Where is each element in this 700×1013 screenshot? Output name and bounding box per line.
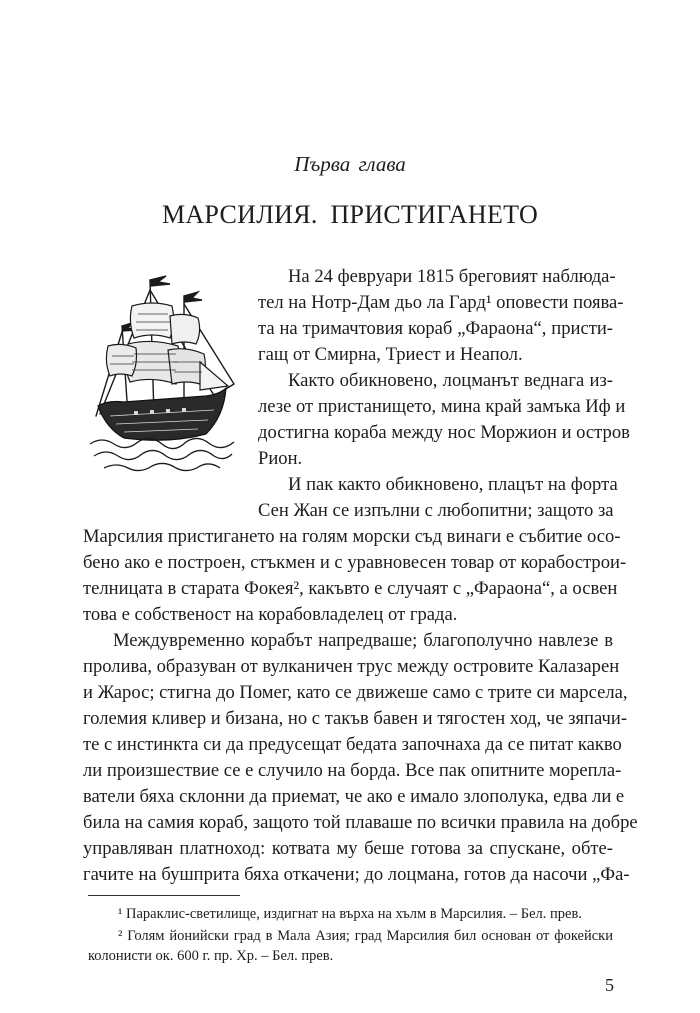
footnote-2: ² Голям йонийски град в Мала Азия; град Марсилия бил основан от фокейски <box>118 928 613 944</box>
text-line: И пак както обикновено, плацът на форта <box>288 474 618 495</box>
text-line: големия кливер и бизана, но с такъв бавен и тягостен ход, че зяпачи- <box>83 708 628 729</box>
text-line: управляван платноход: котвата му беше готова за спускане, обте- <box>83 838 613 859</box>
text-line: Междувременно корабът напредваше; благополучно навлезе в <box>113 630 613 651</box>
text-line: Сен Жан се изпълни с любопитни; защото за <box>258 500 614 521</box>
text-line: ли произшествие се е случило на борда. Все пак опитните морепла- <box>83 760 622 781</box>
text-line: Марсилия пристигането на голям морски съд винаги е събитие осо- <box>83 526 621 547</box>
footnote-2-continued: колонисти ок. 600 г. пр. Хр. – Бел. прев. <box>88 948 334 964</box>
page-number: 5 <box>605 975 614 995</box>
chapter-title: МАРСИЛИЯ. ПРИСТИГАНЕТО <box>161 200 539 229</box>
text-line: Рион. <box>258 448 303 469</box>
footnote-divider <box>88 895 240 896</box>
text-line: та на тримачтовия кораб „Фараона“, присти- <box>258 318 613 339</box>
text-line: била на самия кораб, защото той плаваше по всички правила на добре <box>83 812 638 833</box>
text-line: пролива, образуван от вулканичен трус между островите Калазарен <box>83 656 620 677</box>
text-line: тел на Нотр-Дам дьо ла Гард¹ оповести поява- <box>258 292 624 313</box>
footnote-1: ¹ Параклис-светилище, издигнат на върха на хълм в Марсилия. – Бел. прев. <box>118 906 582 922</box>
text-line: Както обикновено, лоцманът веднага из- <box>288 370 613 391</box>
text-line: телницата в старата Фокея², какъвто е случаят с „Фараона“, а освен <box>83 578 618 599</box>
text-line: това е собственост на корабовладелец от града. <box>83 604 458 625</box>
chapter-label: Първа глава <box>294 152 406 176</box>
text-line: достигна кораба между нос Моржион и остров <box>258 422 630 443</box>
text-line: ватели бяха склонни да приемат, че ако е имало злополука, едва ли е <box>83 786 625 807</box>
text-line: гачите на бушприта бяха откачени; до лоцмана, готов да насочи „Фа- <box>83 864 630 885</box>
text-line: гащ от Смирна, Триест и Неапол. <box>258 344 523 365</box>
sailing-ship-engraving-icon <box>88 266 236 476</box>
text-line: На 24 февруари 1815 бреговият наблюда- <box>288 266 616 287</box>
text-line: лезе от пристанището, мина край замъка Иф и <box>258 396 626 417</box>
text-line: бено ако е построен, стъкмен и с уравновесен товар от корабострои- <box>83 552 627 573</box>
text-line: те с инстинкта си да предусещат бедата започнаха да се питат какво <box>83 734 622 755</box>
text-line: и Жарос; стигна до Помег, като се движеше само с трите си марсела, <box>83 682 628 703</box>
